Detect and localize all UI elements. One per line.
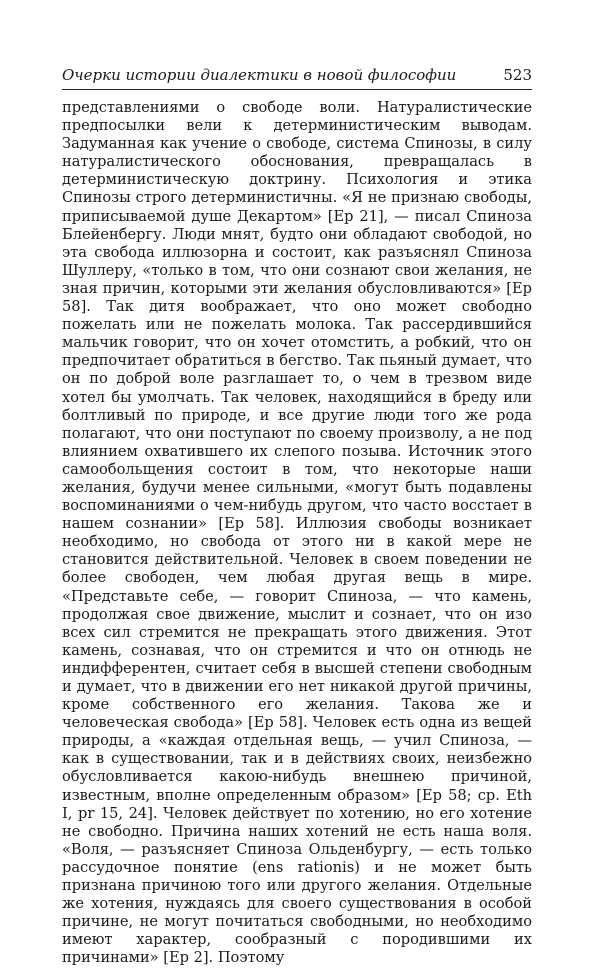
page-number: 523 [503,66,532,84]
header-divider [62,89,532,90]
running-title: Очерки истории диалектики в новой философии [62,66,457,84]
running-header [62,66,532,84]
body-paragraph: представлениями о свободе воли. Натуралистические предпосылки вели к детерминистическим выводам. Задуманная как учение о свободе, система Спинозы, в силу натуралистического обоснования, превращалась в детерминистическую доктрину. Психология и этика Спинозы строго детерминистичны. «Я не признаю свободы, приписываемой душе Декартом» [Ep 21], — писал Спиноза Блейенбергу. Люди мнят, будто они обладают свободой, но эта свобода иллюзорна и состоит, как разъяснял Спиноза Шуллеру, «только в том, что они сознают свои желания, не зная причин, которыми эти желания обусловливаются» [Ep 58]. Так дитя воображает, что оно может свободно пожелать или не пожелать молока. Так рассердившийся мальчик говорит, что он хочет отомстить, а робкий, что он предпочитает обратиться в бегство. Так пьяный думает, что он по доброй воле разглашает то, о чем в трезвом виде хотел бы умолчать. Так человек, находящийся в бреду или болтливый по природе, и все другие люди того же рода полагают, что они поступают по своему произволу, а не под влиянием охватившего их слепого позыва. Источник этого самообольщения состоит в том, что некоторые наши желания, будучи менее сильными, «могут быть подавлены воспоминаниями о чем-нибудь другом, что часто восстает в нашем сознании» [Ep 58]. Иллюзия свободы возникает необходимо, но свобода от этого ни в какой мере не становится действительной. Человек в своем поведении не более свободен, чем любая другая вещь в мире. «Представьте себе, — говорит Спиноза, — что камень, продолжая свое движение, мыслит и сознает, что он изо всех сил стремится не прекращать этого движения. Этот камень, сознавая, что он стремится и что он отнюдь не индифферентен, считает себя в высшей степени свободным и думает, что в движении его нет никакой другой причины, кроме собственного его желания. Такова же и человеческая свобода» [Ep 58]. Человек есть одна из вещей природы, а «каждая отдельная вещь, — учил Спиноза, — как в существовании, так и в действиях своих, неизбежно обусловливается какою-нибудь внешнею причиной, известным, вполне определенным образом» [Ep 58; cp. Eth I, pr 15, 24]. Человек действует по хотению, но его хотение не свободно. Причина наших хотений не есть наша воля. «Воля, — разъясняет Спиноза Ольденбургу, — есть только рассудочное понятие (ens rationis) и не может быть признана причиною того или другого желания. Отдельные же хотения, нуждаясь для своего существования в особой причине, не могут почитаться свободными, но необходимо имеют характер, сообразный с породившими их причинами» [Ep 2]. Поэтому [62,99,532,967]
